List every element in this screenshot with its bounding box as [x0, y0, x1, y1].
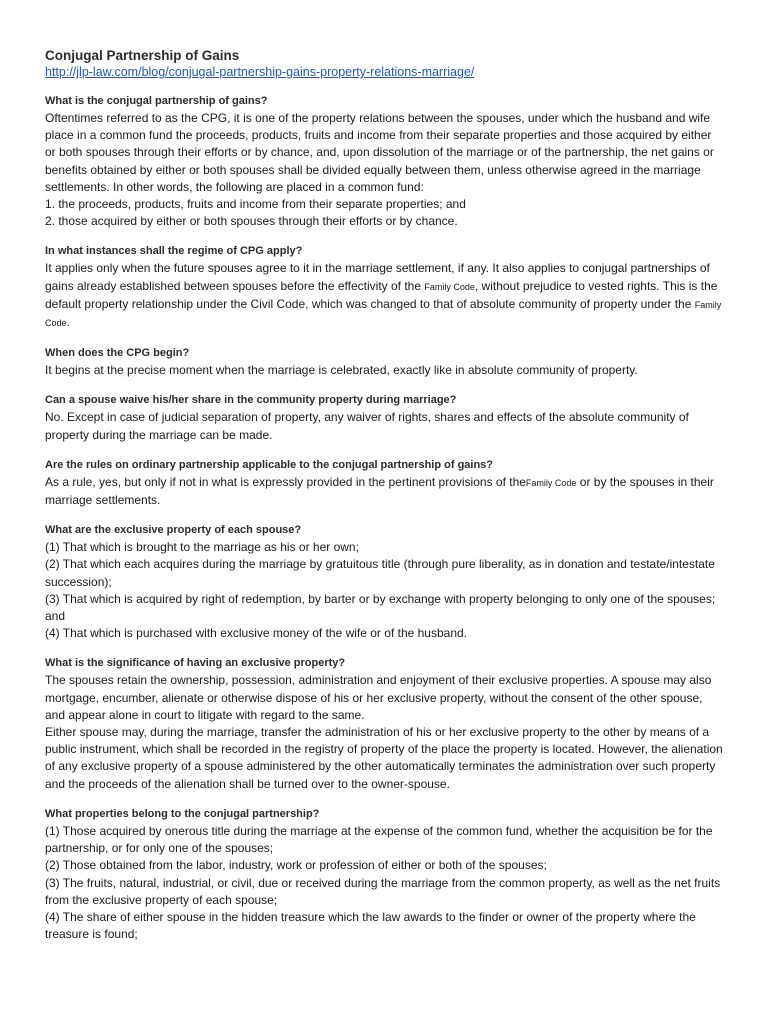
paragraph-text: . — [66, 315, 70, 330]
family-code-reference: Family Code — [525, 477, 577, 488]
list-item: (2) Those obtained from the labor, industry, work or profession of either or both of the spouses; — [45, 858, 547, 873]
source-link[interactable]: http://jlp-law.com/blog/conjugal-partnership-gains-property-relations-marriage/ — [45, 65, 475, 79]
family-code-reference: Family Code — [45, 299, 722, 329]
list-item: (3) That which is acquired by right of redemption, by barter or by exchange with property belonging to only one of the spouses; and — [45, 591, 716, 624]
section-question: When does the CPG begin? — [45, 347, 190, 360]
section-paragraph: No. Except in case of judicial separation of property, any waiver of rights, shares and effects of the absolute community of property during the marriage can be made. — [45, 410, 689, 442]
section-question: What properties belong to the conjugal partnership? — [45, 807, 320, 820]
document-page — [45, 48, 725, 957]
section-cpg-application — [45, 244, 725, 332]
section-ordinary-partnership — [45, 458, 725, 509]
list-item: 2. those acquired by either or both spouses through their efforts or by chance. — [45, 214, 458, 229]
list-item: 1. the proceeds, products, fruits and income from their separate properties; and — [45, 197, 466, 212]
section-exclusive-significance — [45, 656, 725, 792]
list-item: (3) The fruits, natural, industrial, or civil, due or received during the marriage from the common property, as well as the net fruits from the exclusive property of each spouse; — [45, 875, 721, 907]
section-question: In what instances shall the regime of CPG apply? — [45, 245, 303, 258]
section-paragraph: The spouses retain the ownership, possession, administration and enjoyment of their exclusive properties. A spouse may also mortgage, encumber, alienate or otherwise dispose of his or her exclusive property, without the consent of the other spouse, and appear alone in court to litigate with regard to the same. — [45, 673, 712, 722]
section-question: What is the significance of having an exclusive property? — [45, 657, 346, 670]
list-item: (4) That which is purchased with exclusive money of the wife or of the husband. — [45, 626, 467, 641]
section-cpg-begin — [45, 346, 725, 379]
list-item: (1) That which is brought to the marriage as his or her own; — [45, 540, 359, 555]
section-cpg-definition — [45, 94, 725, 230]
section-exclusive-property — [45, 523, 725, 642]
section-conjugal-properties — [45, 807, 725, 943]
section-question: Are the rules on ordinary partnership applicable to the conjugal partnership of gains? — [45, 458, 494, 471]
section-waive-share — [45, 393, 725, 443]
paragraph-text: As a rule, yes, but only if not in what is expressly provided in the pertinent provisions of the — [45, 474, 526, 489]
section-paragraph: Either spouse may, during the marriage, transfer the administration of his or her exclusive property to the other by means of a public instrument, which shall be recorded in the registry of property of the place the property is located. However, the alienation of any exclusive property of a spouse administered by the other automatically terminates the administration over such property and the proceeds of the alienation shall be turned over to the owner-spouse. — [45, 725, 723, 791]
family-code-reference: Family Code — [424, 281, 475, 292]
paragraph-text: , without prejudice to vested rights. This is the default property relationship under the Civil Code, which was changed to that of absolute community of property under the — [45, 278, 718, 311]
document-title: Conjugal Partnership of Gains — [45, 48, 240, 63]
section-question: Can a spouse waive his/her share in the community property during marriage? — [45, 394, 457, 407]
section-paragraph — [45, 474, 725, 509]
paragraph-text: It applies only when the future spouses agree to it in the marriage settlement, if any. It also applies to conjugal partnerships of gains already established between spouses before the effectivity of the — [45, 261, 710, 293]
section-question: What are the exclusive property of each spouse? — [45, 524, 302, 537]
list-item: (1) Those acquired by onerous title during the marriage at the expense of the common fund, whether the acquisition be for the partnership, or for only one of the spouses; — [45, 823, 713, 856]
section-paragraph: Oftentimes referred to as the CPG, it is one of the property relations between the spouses, under which the husband and wife place in a common fund the proceeds, products, fruits and income from their separate properties and those acquired by either or both spouses through their efforts or by chance, and, upon dissolution of the marriage or of the partnership, the net gains or benefits obtained by either or both spouses shall be divided equally between them, unless otherwise agreed in the marriage settlements. In other words, the following are placed in a common fund: — [45, 111, 714, 194]
section-question: What is the conjugal partnership of gains? — [45, 95, 268, 107]
paragraph-text: or by the spouses in their marriage settlements. — [45, 474, 714, 508]
list-item: (2) That which each acquires during the marriage by gratuitous title (through pure liberality, as in donation and testate/intestate succession); — [45, 557, 715, 589]
section-paragraph: It begins at the precise moment when the marriage is celebrated, exactly like in absolute community of property. — [45, 363, 638, 378]
section-paragraph — [45, 260, 725, 332]
list-item: (4) The share of either spouse in the hidden treasure which the law awards to the finder or owner of the property where the treasure is found; — [45, 909, 696, 942]
